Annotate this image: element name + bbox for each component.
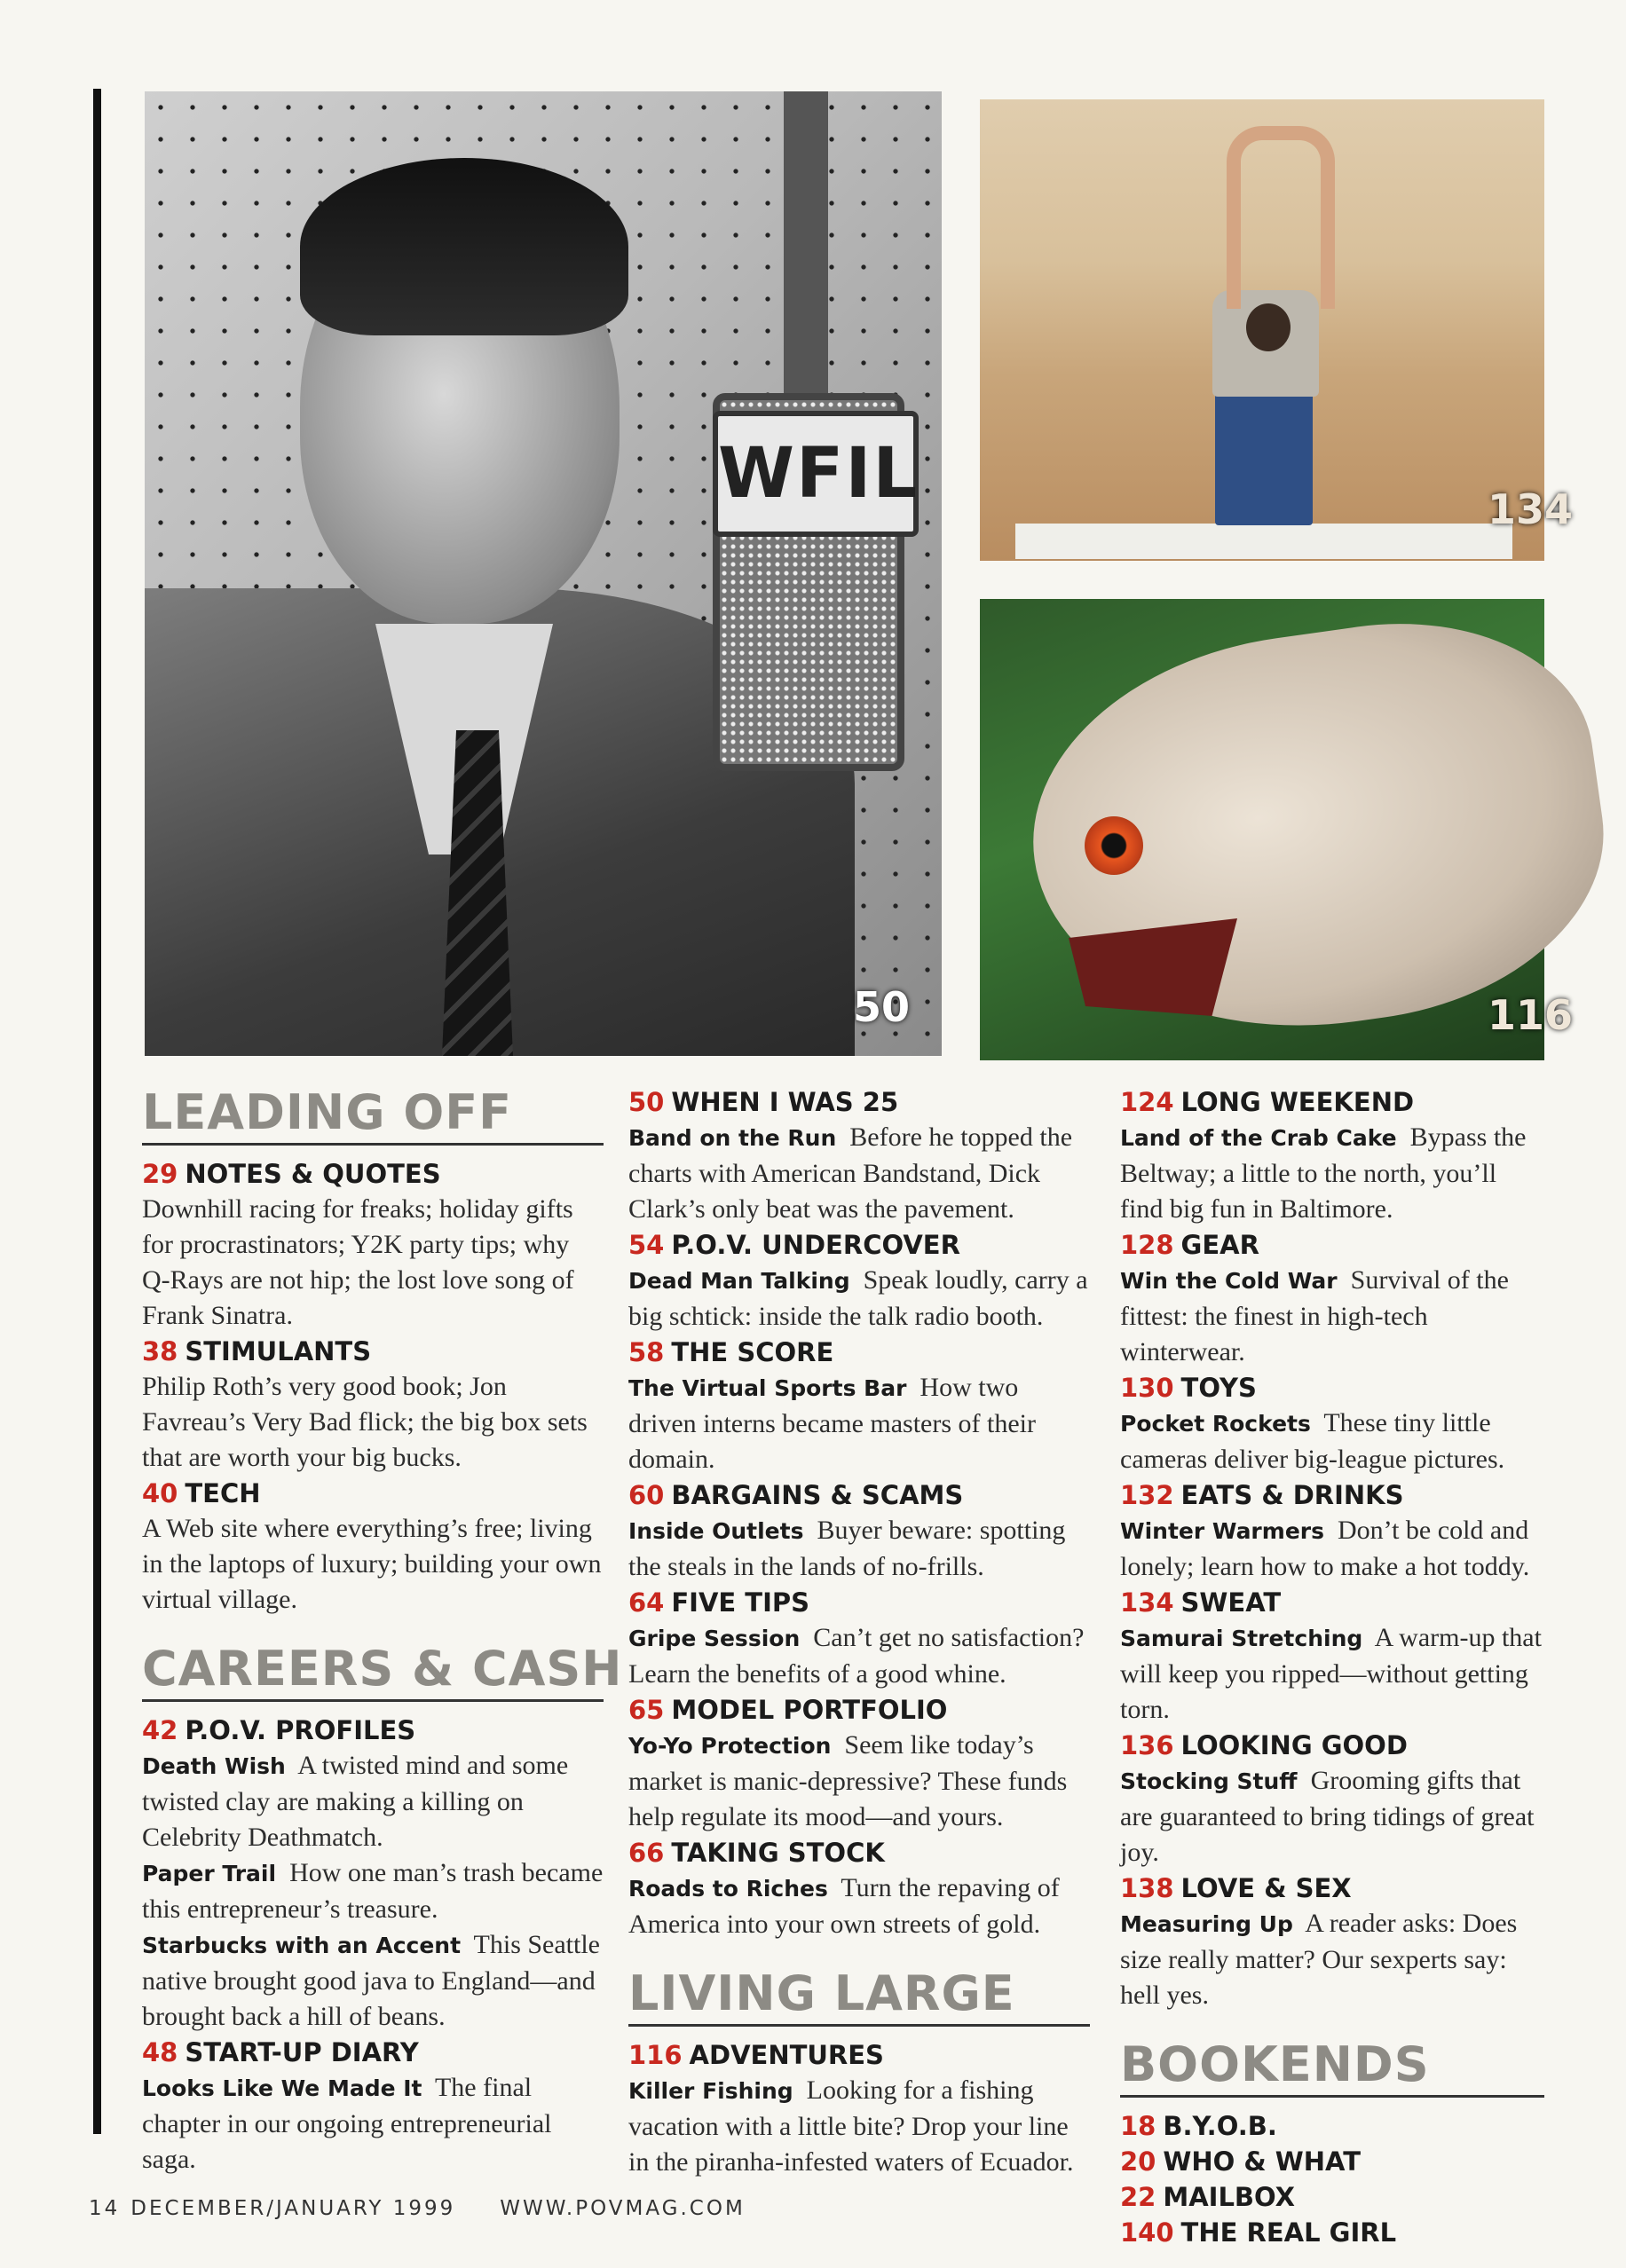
toc-item-subtitle: Samurai Stretching — [1120, 1626, 1363, 1651]
toc-item-subtitle: Pocket Rockets — [1120, 1411, 1311, 1437]
toc-item-subtitle: Looks Like We Made It — [142, 2075, 422, 2101]
toc-item-text: Buyer beware: spotting the steals in the lands of no-frills. — [628, 1516, 1066, 1581]
toc-page-number: 20 — [1120, 2146, 1156, 2177]
toc-item-heading — [142, 1156, 604, 1192]
toc-item-heading — [142, 1334, 604, 1369]
toc-item-description — [628, 1513, 1090, 1585]
toc-item-heading — [1120, 2215, 1544, 2250]
toc-page-number: 42 — [142, 1715, 178, 1745]
toc-item-heading — [1120, 1585, 1544, 1620]
toc-item-description — [142, 1748, 604, 1855]
toc-item[interactable] — [1120, 2179, 1544, 2215]
toc-item[interactable] — [628, 1585, 1090, 1692]
toc-item-text: Survival of the fittest: the finest in high-tech winterwear. — [1120, 1265, 1509, 1366]
toc-item-description — [1120, 1263, 1544, 1370]
section-title: LIVING LARGE — [628, 1965, 1015, 2021]
toc-page-number: 64 — [628, 1587, 665, 1618]
photo-page-number: 116 — [1488, 991, 1574, 1039]
toc-page-number: 124 — [1120, 1087, 1174, 1117]
toc-item-text: How one man’s trash became this entrepreneur’s treasure. — [142, 1858, 604, 1924]
toc-item-title: SWEAT — [1180, 1587, 1282, 1618]
toc-item-title: STIMULANTS — [185, 1336, 372, 1366]
toc-item[interactable] — [628, 1335, 1090, 1477]
toc-item-title: GEAR — [1180, 1230, 1259, 1260]
toc-item[interactable] — [1120, 2215, 1544, 2250]
toc-item-subtitle: The Virtual Sports Bar — [628, 1375, 907, 1401]
section-header — [142, 1641, 623, 1702]
section-title: BOOKENDS — [1120, 2036, 1430, 2092]
toc-item-subtitle: Yo-Yo Protection — [628, 1733, 832, 1759]
toc-page-number: 38 — [142, 1336, 178, 1366]
toc-item-text: A twisted mind and some twisted clay are making a killing on Celebrity Deathmatch. — [142, 1751, 569, 1852]
toc-item[interactable] — [1120, 1585, 1544, 1728]
toc-item-heading — [1120, 1728, 1544, 1763]
toc-item-subtitle: Roads to Riches — [628, 1876, 828, 1902]
toc-item-title: ADVENTURES — [689, 2040, 884, 2070]
mic-stand — [784, 91, 828, 393]
section-rule — [142, 1699, 604, 1702]
toc-item-heading — [628, 1835, 1090, 1870]
footer-url: WWW.POVMAG.COM — [500, 2197, 746, 2220]
toc-item-heading — [1120, 2108, 1544, 2144]
toc-item-text: Can’t get no satisfaction? Learn the benefits of a good whine. — [628, 1623, 1085, 1689]
toc-item-title: WHO & WHAT — [1163, 2146, 1361, 2177]
toc-item-description — [1120, 1906, 1544, 2013]
photo-dick-clark-microphone — [145, 91, 942, 1056]
toc-item-subtitle: Winter Warmers — [1120, 1518, 1324, 1544]
toc-item-subtitle: Win the Cold War — [1120, 1268, 1338, 1294]
toc-item-text: A Web site where everything’s free; living in the laptops of luxury; building your own virtual village. — [142, 1514, 602, 1614]
toc-page-number: 60 — [628, 1480, 665, 1510]
toc-page-number: 132 — [1120, 1480, 1174, 1510]
section-header — [628, 1965, 1090, 2027]
toc-page-number: 18 — [1120, 2111, 1156, 2141]
toc-item-description — [142, 2070, 604, 2177]
photo-page-number: 50 — [853, 983, 911, 1031]
toc-page-number: 116 — [628, 2040, 683, 2070]
page-footer — [89, 2197, 790, 2220]
toc-item-subtitle: Starbucks with an Accent — [142, 1933, 462, 1958]
toc-item-subtitle: Killer Fishing — [628, 2078, 793, 2104]
toc-item-heading — [142, 1476, 604, 1511]
toc-item-title: NOTES & QUOTES — [185, 1159, 441, 1189]
toc-item[interactable] — [628, 1835, 1090, 1942]
toc-item-description — [1120, 1513, 1544, 1585]
toc-item-description — [628, 1728, 1090, 1835]
toc-item-text: Bypass the Beltway; a little to the north, you’ll find big fun in Baltimore. — [1120, 1122, 1527, 1224]
toc-item[interactable] — [628, 1227, 1090, 1335]
toc-item-text: The final chapter in our ongoing entrepreneurial saga. — [142, 2073, 552, 2174]
toc-item[interactable] — [1120, 2108, 1544, 2144]
toc-item-subtitle: Land of the Crab Cake — [1120, 1125, 1397, 1151]
toc-item[interactable] — [628, 1477, 1090, 1585]
toc-item-text: Downhill racing for freaks; holiday gifts for procrastinators; Y2K party tips; why Q-Rays are not hip; the lost love song of Frank Sinatra. — [142, 1194, 574, 1330]
toc-page-number: 66 — [628, 1838, 665, 1868]
person-legs — [1215, 392, 1313, 525]
toc-page-number: 58 — [628, 1337, 665, 1367]
toc-item[interactable] — [628, 1692, 1090, 1835]
toc-item-subtitle: Stocking Stuff — [1120, 1768, 1298, 1794]
toc-item-description — [628, 1120, 1090, 1227]
section-rule — [142, 1143, 604, 1146]
toc-column-2 — [628, 1084, 1090, 2180]
toc-item-description — [1120, 1763, 1544, 1870]
toc-item-text: Turn the repaving of America into your own streets of gold. — [628, 1873, 1060, 1939]
toc-item-heading — [628, 1585, 1090, 1620]
toc-page-number: 54 — [628, 1230, 665, 1260]
toc-item-text: These tiny little cameras deliver big-league pictures. — [1120, 1408, 1505, 1474]
toc-item-heading — [628, 1477, 1090, 1513]
photo-beach-stretching — [980, 99, 1574, 561]
hair-shape — [300, 158, 628, 335]
toc-item[interactable] — [1120, 1870, 1544, 2013]
toc-item-heading — [628, 2037, 1090, 2073]
toc-item[interactable] — [628, 1084, 1090, 1227]
toc-item[interactable] — [142, 2035, 604, 2177]
toc-item-subtitle: Gripe Session — [628, 1626, 801, 1651]
toc-page-number: 136 — [1120, 1730, 1174, 1760]
toc-page-number: 29 — [142, 1159, 178, 1189]
toc-item[interactable] — [142, 1476, 604, 1618]
toc-item-title: TECH — [185, 1478, 261, 1508]
toc-item-text: Looking for a fishing vacation with a little bite? Drop your line in the piranha-infested waters of Ecuador. — [628, 2075, 1074, 2177]
person-arms — [1227, 126, 1335, 309]
toc-item-heading — [142, 2035, 604, 2070]
toc-item-title: START-UP DIARY — [185, 2037, 419, 2067]
toc-item-heading — [1120, 1477, 1544, 1513]
toc-item-title: FIVE TIPS — [671, 1587, 810, 1618]
toc-item-description — [628, 2073, 1090, 2180]
toc-item-title: MAILBOX — [1163, 2182, 1296, 2212]
section-header — [142, 1084, 604, 1146]
toc-page-number: 50 — [628, 1087, 665, 1117]
section-title: LEADING OFF — [142, 1084, 513, 1140]
toc-item-heading — [628, 1084, 1090, 1120]
toc-item-heading — [142, 1713, 604, 1748]
toc-item[interactable] — [1120, 1227, 1544, 1370]
toc-item-title: P.O.V. UNDERCOVER — [671, 1230, 960, 1260]
toc-item-description — [142, 1855, 604, 1927]
toc-item-title: THE SCORE — [671, 1337, 834, 1367]
toc-item-title: EATS & DRINKS — [1180, 1480, 1404, 1510]
toc-item-subtitle: Death Wish — [142, 1753, 286, 1779]
mic-label: WFIL — [713, 411, 919, 537]
toc-item-description — [628, 1620, 1090, 1692]
toc-item-description — [628, 1870, 1090, 1942]
toc-page-number: 140 — [1120, 2217, 1174, 2248]
toc-item[interactable] — [1120, 1477, 1544, 1585]
toc-item-text: Seem like today’s market is manic-depressive? These funds help regulate its mood—and yours. — [628, 1730, 1068, 1831]
toc-item-text: A reader asks: Does size really matter? Our sexperts say: hell yes. — [1120, 1909, 1518, 2010]
toc-item-description — [628, 1263, 1090, 1335]
toc-item-text: How two driven interns became masters of their domain. — [628, 1373, 1036, 1474]
toc-column-3 — [1120, 1084, 1544, 2250]
toc-item-subtitle: Inside Outlets — [628, 1518, 804, 1544]
fish-eye — [1085, 816, 1143, 875]
toc-item-heading — [628, 1692, 1090, 1728]
toc-item-subtitle: Paper Trail — [142, 1861, 277, 1886]
toc-item-title: B.Y.O.B. — [1163, 2111, 1277, 2141]
toc-item-description — [142, 1369, 604, 1476]
person-head — [1246, 303, 1291, 351]
toc-item-text: Don’t be cold and lonely; learn how to make a hot toddy. — [1120, 1516, 1530, 1581]
toc-item-text: Grooming gifts that are guaranteed to bring tidings of great joy. — [1120, 1766, 1535, 1867]
toc-item-title: P.O.V. PROFILES — [185, 1715, 416, 1745]
section-rule — [1120, 2095, 1544, 2098]
toc-item-heading — [628, 1335, 1090, 1370]
toc-page-number: 130 — [1120, 1373, 1174, 1403]
section-title: CAREERS & CASH — [142, 1641, 623, 1697]
toc-page-number: 22 — [1120, 2182, 1156, 2212]
toc-item-title: LONG WEEKEND — [1180, 1087, 1415, 1117]
toc-item-title: WHEN I WAS 25 — [671, 1087, 899, 1117]
toc-item[interactable] — [1120, 1728, 1544, 1870]
toc-item-title: BARGAINS & SCAMS — [671, 1480, 964, 1510]
toc-item[interactable] — [1120, 1084, 1544, 1227]
toc-item-description — [1120, 1406, 1544, 1477]
toc-item[interactable] — [142, 1156, 604, 1334]
toc-item-heading — [1120, 1084, 1544, 1120]
photo-page-number: 134 — [1488, 485, 1574, 533]
toc-item-description — [142, 1927, 604, 2035]
toc-item-text: Philip Roth’s very good book; Jon Favreau’s Very Bad flick; the big box sets that are worth your big bucks. — [142, 1372, 588, 1472]
toc-item-title: THE REAL GIRL — [1180, 2217, 1397, 2248]
vertical-rule — [93, 89, 101, 2134]
section-header — [1120, 2036, 1544, 2098]
toc-item-description — [1120, 1120, 1544, 1227]
toc-item-subtitle: Measuring Up — [1120, 1911, 1293, 1937]
footer-page-number: 14 — [89, 2197, 121, 2220]
towel-shape — [1015, 524, 1512, 559]
toc-item-heading — [1120, 2144, 1544, 2179]
toc-item-heading — [628, 1227, 1090, 1263]
section-rule — [628, 2024, 1090, 2027]
toc-item-text: Speak loudly, carry a big schtick: inside the talk radio booth. — [628, 1265, 1088, 1331]
toc-item[interactable] — [142, 1334, 604, 1476]
toc-item-text: A warm-up that will keep you ripped—without getting torn. — [1120, 1623, 1542, 1724]
toc-item-description — [1120, 1620, 1544, 1728]
toc-page-number: 40 — [142, 1478, 178, 1508]
toc-item-description — [628, 1370, 1090, 1477]
toc-item-title: MODEL PORTFOLIO — [671, 1695, 948, 1725]
toc-item-subtitle: Band on the Run — [628, 1125, 837, 1151]
toc-item[interactable] — [1120, 1370, 1544, 1477]
toc-item-heading — [1120, 1370, 1544, 1406]
toc-page-number: 138 — [1120, 1873, 1174, 1903]
toc-item-title: TAKING STOCK — [671, 1838, 885, 1868]
toc-item[interactable] — [628, 2037, 1090, 2180]
toc-page-number: 48 — [142, 2037, 178, 2067]
toc-item-text: Before he topped the charts with American Bandstand, Dick Clark’s only beat was the pavement. — [628, 1122, 1073, 1224]
toc-item-title: TOYS — [1180, 1373, 1257, 1403]
toc-item-title: LOVE & SEX — [1180, 1873, 1352, 1903]
toc-item-description — [142, 1511, 604, 1618]
toc-page-number: 65 — [628, 1695, 665, 1725]
toc-column-1 — [142, 1084, 623, 2177]
toc-item-heading — [1120, 2179, 1544, 2215]
toc-item-heading — [1120, 1227, 1544, 1263]
toc-item-description — [142, 1192, 604, 1334]
toc-item[interactable] — [142, 1713, 604, 2035]
toc-item-heading — [1120, 1870, 1544, 1906]
toc-item[interactable] — [1120, 2144, 1544, 2179]
toc-page-number: 128 — [1120, 1230, 1174, 1260]
toc-page-number: 134 — [1120, 1587, 1174, 1618]
toc-item-subtitle: Dead Man Talking — [628, 1268, 850, 1294]
photo-piranha — [980, 599, 1574, 1060]
footer-issue: DECEMBER/JANUARY 1999 — [130, 2197, 456, 2220]
toc-item-title: LOOKING GOOD — [1180, 1730, 1408, 1760]
toc-item-text: This Seattle native brought good java to England—and brought back a hill of beans. — [142, 1930, 601, 2031]
